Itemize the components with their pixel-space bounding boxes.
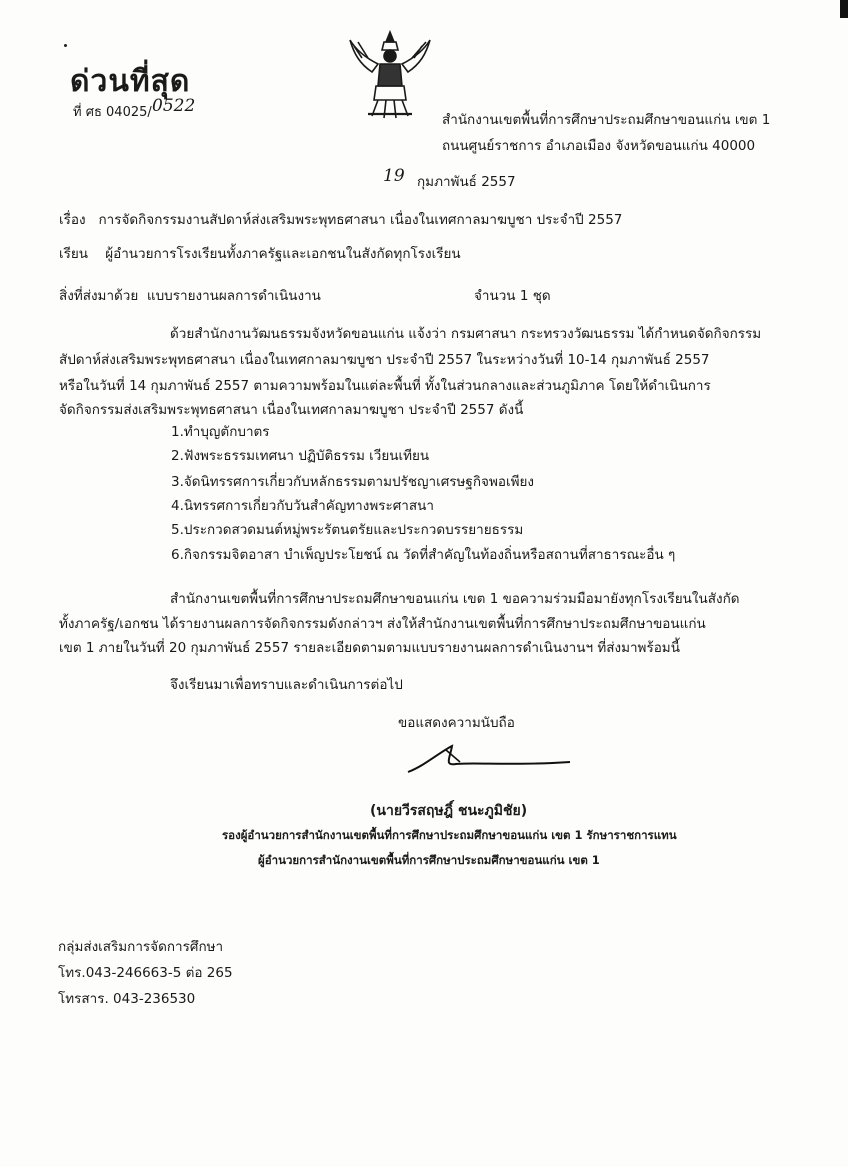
signatory-name: (นายวีรสฤษฎิ์ ชนะภูมิชัย) — [370, 803, 528, 819]
activity-item: 5.ประกวดสวดมนต์หมู่พระรัตนตรัยและประกวดบรรยายธรรม — [171, 522, 524, 538]
activity-item: 3.จัดนิทรรศการเกี่ยวกับหลักธรรมตามปรัชญาเศรษฐกิจพอเพียง — [171, 474, 534, 490]
activity-item: 4.นิทรรศการเกี่ยวกับวันสำคัญทางพระศาสนา — [171, 498, 434, 514]
garuda-emblem-icon — [346, 28, 434, 120]
office-address: ถนนศูนย์ราชการ อำเภอเมือง จังหวัดขอนแก่น 40000 — [442, 138, 756, 154]
handwritten-signature — [404, 744, 574, 784]
recipient-line — [59, 242, 461, 264]
enclosure-quantity: จำนวน 1 ชุด — [474, 288, 551, 304]
enclosure-text: แบบรายงานผลการดำเนินงาน — [146, 288, 321, 304]
recipient-label: เรียน — [59, 246, 89, 262]
closing-sentence: จึงเรียนมาเพื่อทราบและดำเนินการต่อไป — [170, 677, 403, 693]
enclosure-label: สิ่งที่ส่งมาด้วย — [59, 288, 139, 304]
paragraph1-line: หรือในวันที่ 14 กุมภาพันธ์ 2557 ตามความพร้อมในแต่ละพื้นที่ ทั้งในส่วนกลางและส่วนภูมิภาค โดยให้ดำเนินการ — [59, 378, 711, 394]
subject-line — [59, 208, 622, 230]
paragraph1-line: จัดกิจกรรมส่งเสริมพระพุทธศาสนา เนื่องในเทศกาลมาฆบูชา ประจำปี 2557 ดังนี้ — [59, 402, 524, 418]
scan-dot — [64, 44, 67, 47]
footer-unit: กลุ่มส่งเสริมการจัดการศึกษา — [58, 939, 224, 955]
paragraph1-line: สัปดาห์ส่งเสริมพระพุทธศาสนา เนื่องในเทศกาลมาฆบูชา ประจำปี 2557 ในระหว่างวันที่ 10-14 กุมภาพันธ์ 2557 — [59, 352, 710, 368]
footer-phone: โทร.043-246663-5 ต่อ 265 — [58, 965, 233, 981]
reference-number-handwritten: 0522 — [152, 96, 196, 116]
paragraph1-line: ด้วยสำนักงานวัฒนธรรมจังหวัดขอนแก่น แจ้งว่า กรมศาสนา กระทรวงวัฒนธรรม ได้กำหนดจัดกิจกรรม — [170, 326, 762, 342]
recipient-text: ผู้อำนวยการโรงเรียนทั้งภาครัฐและเอกชนในสังกัดทุกโรงเรียน — [105, 246, 461, 262]
footer-fax: โทรสาร. 043-236530 — [58, 991, 196, 1007]
date-month-year: กุมภาพันธ์ 2557 — [417, 174, 516, 190]
scan-edge-mark — [840, 0, 848, 18]
paragraph2-line: เขต 1 ภายในวันที่ 20 กุมภาพันธ์ 2557 รายละเอียดตามตามแบบรายงานผลการดำเนินงานฯ ที่ส่งมาพร้อมนี้ — [59, 640, 680, 656]
subject-text: การจัดกิจกรรมงานสัปดาห์ส่งเสริมพระพุทธศาสนา เนื่องในเทศกาลมาฆบูชา ประจำปี 2557 — [98, 212, 623, 228]
date-day-handwritten: 19 — [383, 166, 405, 186]
activity-item: 2.ฟังพระธรรมเทศนา ปฏิบัติธรรม เวียนเทียน — [171, 448, 430, 464]
urgency-heading: ด่วนที่สุด — [70, 64, 191, 99]
reference-label: ที่ ศธ 04025/ — [73, 105, 152, 120]
enclosure-line — [59, 284, 321, 306]
office-name: สำนักงานเขตพื้นที่การศึกษาประถมศึกษาขอนแก่น เขต 1 — [442, 112, 771, 128]
signatory-position-line2: ผู้อำนวยการสำนักงานเขตพื้นที่การศึกษาประถมศึกษาขอนแก่น เขต 1 — [258, 853, 600, 867]
paragraph2-line: สำนักงานเขตพื้นที่การศึกษาประถมศึกษาขอนแก่น เขต 1 ขอความร่วมมือมายังทุกโรงเรียนในสังกัด — [170, 591, 740, 607]
subject-label: เรื่อง — [59, 212, 86, 228]
paragraph2-line: ทั้งภาครัฐ/เอกชน ได้รายงานผลการจัดกิจกรรมดังกล่าวฯ ส่งให้สำนักงานเขตพื้นที่การศึกษาประถมศึกษาขอนแก่น — [59, 616, 706, 632]
regards: ขอแสดงความนับถือ — [398, 715, 515, 731]
signatory-position-line1: รองผู้อำนวยการสำนักงานเขตพื้นที่การศึกษาประถมศึกษาขอนแก่น เขต 1 รักษาราชการแทน — [222, 828, 677, 842]
activity-item: 1.ทำบุญตักบาตร — [171, 424, 270, 440]
activity-item: 6.กิจกรรมจิตอาสา บำเพ็ญประโยชน์ ณ วัดที่สำคัญในท้องถิ่นหรือสถานที่สาธารณะอื่น ๆ — [171, 547, 676, 563]
